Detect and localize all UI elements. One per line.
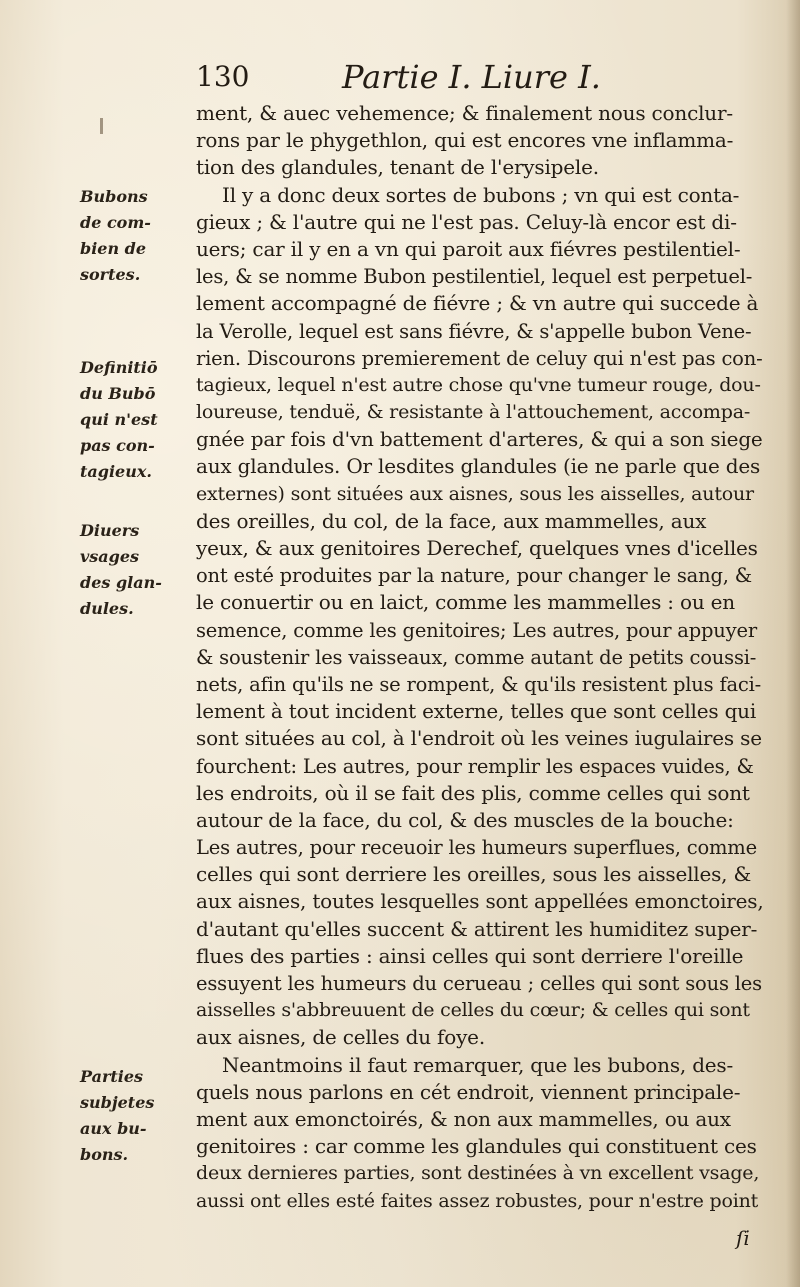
text-line: essuyent les humeurs du cerueau ; celles qui sont sous les <box>196 972 762 995</box>
text-line: ont esté produites par la nature, pour changer le sang, & <box>196 564 752 588</box>
paragraph-start-line: Il y a donc deux sortes de bubons ; vn qui est conta- <box>222 182 740 207</box>
marginal-line: dules. <box>80 599 134 618</box>
page-header <box>196 58 766 100</box>
marginal-note-bubons <box>80 184 184 288</box>
marginal-line: du Bubō <box>80 384 156 403</box>
marginal-line: Definitiō <box>80 358 158 377</box>
marginal-line: sortes. <box>80 265 141 284</box>
text-line: flues des parties : ainsi celles qui sont derriere l'oreille <box>196 943 744 968</box>
text-line: genitoires : car comme les glandules qui constituent ces <box>196 1134 757 1159</box>
text-line: ment, & auec vehemence; & finalement nous conclur- <box>196 101 733 125</box>
text-line: lement à tout incident externe, telles que sont celles qui <box>196 699 757 724</box>
marginal-line: bons. <box>80 1145 129 1164</box>
ink-mark <box>100 118 103 134</box>
text-line: gnée par fois d'vn battement d'arteres, & qui a son siege <box>196 427 763 452</box>
text-line: gieux ; & l'autre qui ne l'est pas. Celuy-là encor est di- <box>196 209 737 234</box>
page-number: 130 <box>196 60 250 93</box>
text-line: semence, comme les genitoires; Les autres, pour appuyer <box>196 618 757 642</box>
body-text <box>196 100 764 1215</box>
text-line: loureuse, tenduë, & resistante à l'attouchement, accompa- <box>196 401 751 424</box>
marginal-note-parts <box>80 1064 184 1168</box>
text-line: celles qui sont derriere les oreilles, sous les aisselles, & <box>196 862 752 887</box>
marginal-note-definition <box>80 355 184 485</box>
text-line: le conuertir ou en laict, comme les mammelles : ou en <box>196 590 735 615</box>
page-edge-shadow <box>786 0 800 1287</box>
text-line: ment aux emonctoirés, & non aux mammelles, ou aux <box>196 1106 731 1131</box>
text-line: & soustenir les vaisseaux, comme autant de petits coussi- <box>196 645 757 669</box>
text-line: deux dernieres parties, sont destinées à vn excellent vsage, <box>196 1162 760 1185</box>
marginal-line: subjetes <box>80 1093 155 1112</box>
marginal-line: Diuers <box>80 521 140 540</box>
running-head: Partie I. Liure I. <box>342 58 601 96</box>
text-line: nets, afin qu'ils ne se rompent, & qu'ils resistent plus faci- <box>196 672 762 696</box>
text-line: les endroits, où il se fait des plis, comme celles qui sont <box>196 780 750 805</box>
text-line: aux aisnes, toutes lesquelles sont appellées emonctoires, <box>196 889 764 914</box>
marginal-line: Bubons <box>80 187 148 206</box>
paragraph-start-line: Neantmoins il faut remarquer, que les bubons, des- <box>222 1052 734 1077</box>
marginal-line: vsages <box>80 547 140 566</box>
text-line: tion des glandules, tenant de l'erysipele. <box>196 155 599 180</box>
text-line: aussi ont elles esté faites assez robustes, pour n'estre point <box>196 1189 759 1212</box>
marginal-note-uses <box>80 518 184 622</box>
text-line: des oreilles, du col, de la face, aux mammelles, aux <box>196 508 707 533</box>
text-line: d'autant qu'elles succent & attirent les humiditez super- <box>196 916 758 941</box>
text-line: les, & se nomme Bubon pestilentiel, lequel est perpetuel- <box>196 265 753 289</box>
marginal-line: pas con- <box>80 436 155 455</box>
marginal-line: qui n'est <box>80 410 158 429</box>
text-line: yeux, & aux genitoires Derechef, quelques vnes d'icelles <box>196 536 758 560</box>
text-line: aisselles s'abbreuuent de celles du cœur; & celles qui sont <box>196 999 750 1022</box>
marginal-line: de com- <box>80 213 151 232</box>
text-line: rons par le phygethlon, qui est encores vne inflamma- <box>196 128 734 153</box>
text-line: rien. Discourons premierement de celuy qui n'est pas con- <box>196 346 763 370</box>
text-line: lement accompagné de fiévre ; & vn autre qui succede à <box>196 291 759 316</box>
text-line: Les autres, pour receuoir les humeurs superflues, comme <box>196 836 757 860</box>
text-line: la Verolle, lequel est sans fiévre, & s'appelle bubon Vene- <box>196 319 752 343</box>
text-line: uers; car il y en a vn qui paroit aux fiévres pestilentiel- <box>196 236 741 261</box>
marginal-line: Parties <box>80 1067 144 1086</box>
signature-mark: ſi <box>736 1226 750 1250</box>
text-line: autour de la face, du col, & des muscles de la bouche: <box>196 807 734 832</box>
marginal-line: des glan- <box>80 573 162 592</box>
text-line: quels nous parlons en cét endroit, viennent principale- <box>196 1079 741 1104</box>
text-line: aux glandules. Or lesdites glandules (ie ne parle que des <box>196 454 761 479</box>
text-line: externes) sont situées aux aisnes, sous les aisselles, autour <box>196 482 754 505</box>
marginal-line: bien de <box>80 239 147 258</box>
text-line: fourchent: Les autres, pour remplir les espaces vuides, & <box>196 754 754 778</box>
marginal-line: tagieux. <box>80 462 152 481</box>
text-line: sont situées au col, à l'endroit où les veines iugulaires se <box>196 726 762 751</box>
text-line: tagieux, lequel n'est autre chose qu'vne tumeur rouge, dou- <box>196 373 761 396</box>
text-line: aux aisnes, de celles du foye. <box>196 1025 485 1050</box>
marginal-line: aux bu- <box>80 1119 147 1138</box>
